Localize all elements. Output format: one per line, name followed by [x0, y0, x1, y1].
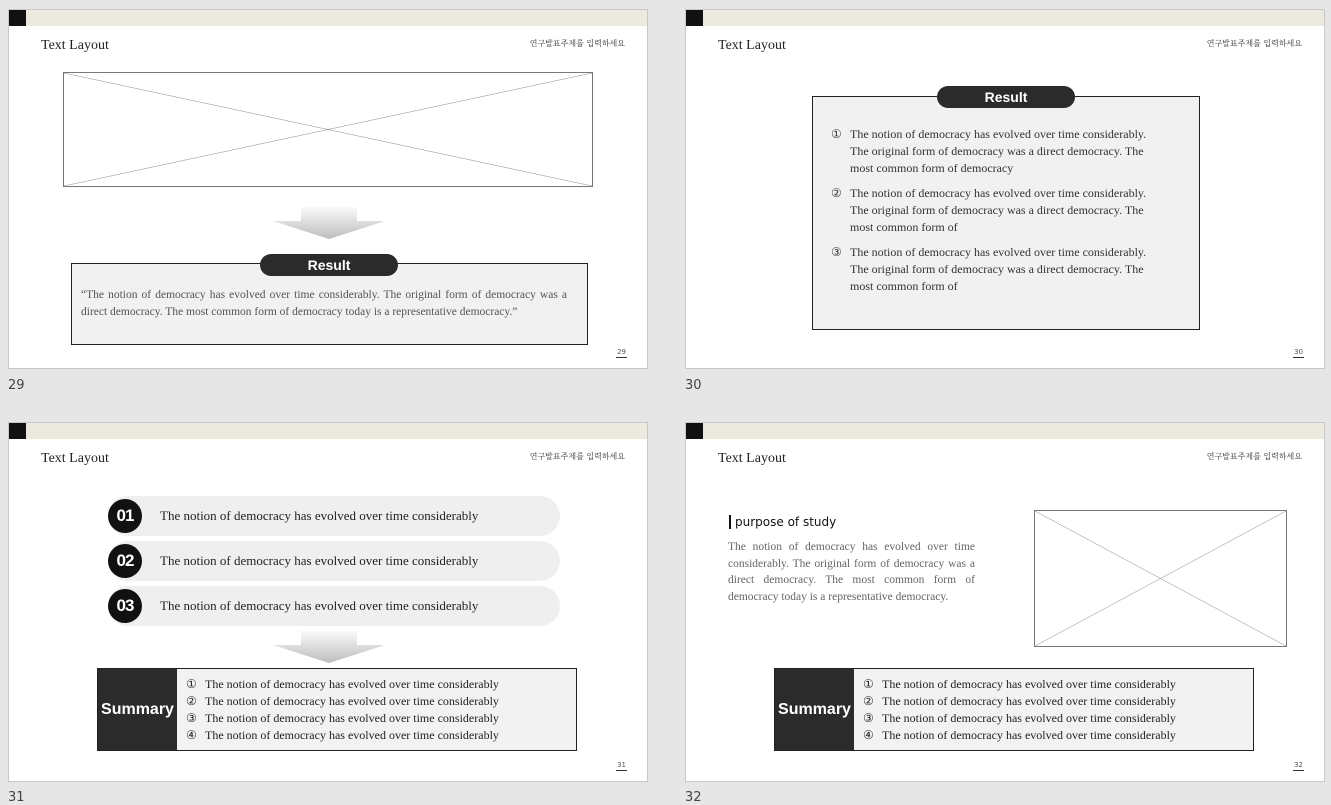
- image-placeholder: [1034, 510, 1287, 647]
- top-band: [686, 10, 1324, 26]
- slide-title: Text Layout: [718, 38, 786, 53]
- page-number: 31: [617, 761, 626, 769]
- slide-31[interactable]: [8, 422, 648, 782]
- slide-number-label: 29: [8, 378, 25, 393]
- summary-item: ② The notion of democracy has evolved over time considerably: [863, 694, 1176, 708]
- summary-list: [186, 676, 499, 744]
- list-item: ② The notion of democracy has evolved over time considerably. The original form of democracy was a direct democracy. The most common form of: [831, 186, 1147, 234]
- number-badge: 02: [108, 544, 142, 578]
- slide-subtitle: 연구발표주제를 입력하세요: [1206, 39, 1302, 48]
- summary-item: ② The notion of democracy has evolved over time considerably: [186, 694, 499, 708]
- slide-29[interactable]: [8, 9, 648, 369]
- summary-item: ③ The notion of democracy has evolved over time considerably: [186, 711, 499, 725]
- summary-box: [97, 668, 577, 751]
- result-label: Result: [937, 86, 1075, 108]
- number-badge: 03: [108, 589, 142, 623]
- corner-square: [9, 10, 26, 26]
- slide-title: Text Layout: [41, 451, 109, 466]
- summary-item: ④ The notion of democracy has evolved over time considerably: [186, 728, 499, 742]
- summary-list: [863, 676, 1176, 744]
- list-item: ① The notion of democracy has evolved over time considerably. The original form of democracy was a direct democracy. The most common form of democracy: [831, 127, 1147, 175]
- summary-item: ③ The notion of democracy has evolved over time considerably: [863, 711, 1176, 725]
- slide-30[interactable]: [685, 9, 1325, 369]
- top-band: [9, 10, 647, 26]
- summary-label: Summary: [775, 669, 854, 750]
- slide-subtitle: 연구발표주제를 입력하세요: [529, 39, 625, 48]
- page-number: 29: [617, 348, 626, 356]
- list-item: [108, 496, 560, 536]
- corner-square: [9, 423, 26, 439]
- slide-number-label: 30: [685, 378, 702, 393]
- summary-box: [774, 668, 1254, 751]
- number-badge: 01: [108, 499, 142, 533]
- corner-square: [686, 423, 703, 439]
- corner-square: [686, 10, 703, 26]
- top-band: [686, 423, 1324, 439]
- slide-number-label: 31: [8, 790, 25, 805]
- row-text: The notion of democracy has evolved over time considerably: [160, 553, 479, 568]
- image-placeholder: [63, 72, 593, 187]
- summary-label: Summary: [98, 669, 177, 750]
- slide-32[interactable]: [685, 422, 1325, 782]
- page-number: 32: [1294, 761, 1303, 769]
- slide-title: Text Layout: [718, 451, 786, 466]
- numbered-list: [831, 126, 1161, 303]
- summary-item: ① The notion of democracy has evolved over time considerably: [186, 677, 499, 691]
- down-arrow-icon: [273, 631, 385, 663]
- row-text: The notion of democracy has evolved over time considerably: [160, 508, 479, 523]
- list-item: ③ The notion of democracy has evolved over time considerably. The original form of democracy was a direct democracy. The most common form of: [831, 245, 1147, 293]
- summary-item: ④ The notion of democracy has evolved over time considerably: [863, 728, 1176, 742]
- summary-item: ① The notion of democracy has evolved over time considerably: [863, 677, 1176, 691]
- result-quote: “The notion of democracy has evolved over time considerably. The original form of democracy was a direct democracy. The most common form of democracy today is a representative democracy.”: [81, 289, 567, 318]
- top-band: [9, 423, 647, 439]
- purpose-title: purpose of study: [729, 515, 836, 529]
- list-item: [108, 586, 560, 626]
- list-item: [108, 541, 560, 581]
- down-arrow-icon: [273, 207, 385, 239]
- result-label: Result: [260, 254, 398, 276]
- slide-subtitle: 연구발표주제를 입력하세요: [1206, 452, 1302, 461]
- page-number: 30: [1294, 348, 1303, 356]
- purpose-body: The notion of democracy has evolved over time considerably. The original form of democracy was a direct democracy. The most common form of democracy today is a representative democracy.: [728, 541, 975, 603]
- slide-number-label: 32: [685, 790, 702, 805]
- slide-subtitle: 연구발표주제를 입력하세요: [529, 452, 625, 461]
- row-text: The notion of democracy has evolved over time considerably: [160, 598, 479, 613]
- slide-title: Text Layout: [41, 38, 109, 53]
